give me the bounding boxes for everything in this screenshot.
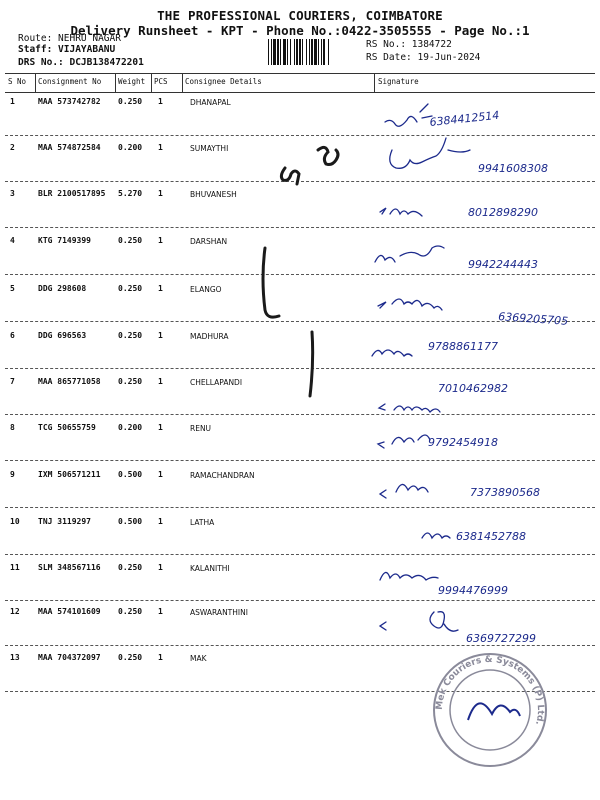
row-weight: 0.200 (118, 423, 143, 432)
sig10-phone: 6381452788 (456, 530, 526, 543)
barcode-bar (299, 39, 301, 65)
signature-3 (380, 208, 422, 216)
row-weight: 0.250 (118, 331, 143, 340)
signature-8 (378, 435, 430, 448)
row-pcs: 1 (158, 563, 163, 572)
barcode-bar (321, 39, 322, 65)
barcode-bar (273, 39, 276, 65)
row-weight: 0.250 (118, 377, 143, 386)
signature-7 (379, 404, 440, 412)
barcode (268, 39, 362, 65)
sig1-phone: 6384412514 (428, 108, 500, 129)
row-consignment: TCG 50655759 (38, 423, 96, 432)
row-weight: 0.250 (118, 97, 143, 106)
row-pcs: 1 (158, 284, 163, 293)
row-weight: 0.200 (118, 143, 143, 152)
row-sno: 3 (10, 189, 15, 198)
row-sno: 10 (10, 517, 20, 526)
row-pcs: 1 (158, 377, 163, 386)
row-weight: 0.250 (118, 284, 143, 293)
row-consignment: IXM 506571211 (38, 470, 101, 479)
row-separator (5, 274, 595, 275)
row-consignment: KTG 7149399 (38, 236, 91, 245)
sig2-phone: 9941608308 (478, 162, 548, 175)
drs-number: DRS No.: DCJB138472201 (18, 57, 144, 68)
row-pcs: 1 (158, 236, 163, 245)
row-consignee: SUMAYTHI (190, 144, 229, 153)
row-consignee: ASWARANTHINI (190, 608, 248, 617)
barcode-bar (302, 39, 303, 65)
signature-12 (380, 612, 458, 631)
table-top-border (5, 73, 595, 74)
row-separator (5, 135, 595, 136)
row-consignment: BLR 2100517895 (38, 189, 106, 198)
rs-number: RS No.: 1384722 (366, 39, 452, 50)
row-consignment: MAA 573742782 (38, 97, 101, 106)
barcode-bar (294, 39, 295, 65)
row-pcs: 1 (158, 423, 163, 432)
row-consignee: MAK (190, 654, 207, 663)
pen-mark-b (318, 147, 338, 164)
row-consignee: ELANGO (190, 285, 222, 294)
row-sno: 12 (10, 607, 20, 616)
row-weight: 0.500 (118, 517, 143, 526)
row-weight: 0.250 (118, 607, 143, 616)
barcode-bar (296, 39, 298, 65)
pen-mark-d (310, 332, 313, 396)
barcode-bar (287, 39, 288, 65)
company-stamp (430, 650, 550, 770)
col-signature: Signature (378, 77, 419, 86)
signature-1 (385, 104, 432, 126)
row-consignee: DHANAPAL (190, 98, 231, 107)
row-separator (5, 554, 595, 555)
row-separator (5, 227, 595, 228)
col-divider (35, 74, 36, 92)
row-sno: 9 (10, 470, 15, 479)
sig12-phone: 6369727299 (466, 632, 536, 645)
row-sno: 7 (10, 377, 15, 386)
row-pcs: 1 (158, 97, 163, 106)
row-pcs: 1 (158, 143, 163, 152)
row-consignment: MAA 704372097 (38, 653, 101, 662)
row-weight: 0.250 (118, 653, 143, 662)
col-sno: S No (8, 77, 27, 86)
row-sno: 4 (10, 236, 15, 245)
barcode-bar (283, 39, 286, 65)
col-consignment: Consignment No (38, 77, 102, 86)
col-divider (182, 74, 183, 92)
barcode-bar (280, 39, 281, 65)
row-consignment: DDG 696563 (38, 331, 87, 340)
row-consignment: MAA 574872584 (38, 143, 101, 152)
signature-5 (378, 299, 442, 310)
barcode-bar (314, 39, 317, 65)
row-sno: 13 (10, 653, 20, 662)
barcode-bar (311, 39, 313, 65)
row-pcs: 1 (158, 189, 163, 198)
row-separator (5, 460, 595, 461)
row-sno: 5 (10, 284, 15, 293)
signature-11 (380, 572, 438, 580)
row-separator (5, 181, 595, 182)
col-divider (151, 74, 152, 92)
row-weight: 0.250 (118, 236, 143, 245)
row-sno: 11 (10, 563, 20, 572)
row-consignee: MADHURA (190, 332, 229, 341)
pen-mark-c (263, 248, 279, 317)
sig5-phone: 6369205705 (497, 310, 569, 328)
row-consignment: DDG 298608 (38, 284, 87, 293)
rs-date: RS Date: 19-Jun-2024 (366, 52, 481, 63)
sig4-phone: 9942244443 (468, 258, 538, 271)
row-consignee: BHUVANESH (190, 190, 237, 199)
header-bottom-border (5, 92, 595, 93)
row-pcs: 1 (158, 517, 163, 526)
row-separator (5, 368, 595, 369)
barcode-bar (323, 39, 325, 65)
row-consignee: RAMACHANDRAN (190, 471, 255, 480)
sig9-phone: 7373890568 (470, 486, 540, 499)
row-weight: 0.500 (118, 470, 143, 479)
row-sno: 1 (10, 97, 15, 106)
row-pcs: 1 (158, 470, 163, 479)
row-weight: 0.250 (118, 563, 143, 572)
row-consignment: TNJ 3119297 (38, 517, 91, 526)
stamp-ring-text: Mek Couriers & Systems (P) Ltd. (434, 654, 546, 727)
route-label: Route: NEHRU NAGAR (18, 33, 121, 44)
row-consignment: MAA 574101609 (38, 607, 101, 616)
col-divider (374, 74, 375, 92)
runsheet-subtitle: Delivery Runsheet - KPT - Phone No.:0422-3505555 - Page No.:1 (70, 23, 530, 38)
row-sno: 8 (10, 423, 15, 432)
sig6-phone: 9788861177 (428, 340, 498, 353)
sig11-phone: 9994476999 (438, 584, 508, 597)
barcode-bar (290, 39, 291, 65)
row-sno: 2 (10, 143, 15, 152)
signature-9 (380, 484, 428, 498)
staff-label: Staff: VIJAYABANU (18, 44, 116, 55)
barcode-bar (318, 39, 319, 65)
row-consignee: DARSHAN (190, 237, 228, 246)
row-consignee: LATHA (190, 518, 215, 527)
row-weight: 5.270 (118, 189, 143, 198)
row-pcs: 1 (158, 331, 163, 340)
row-separator (5, 414, 595, 415)
sig3-phone: 8012898290 (468, 206, 538, 219)
col-divider (115, 74, 116, 92)
row-pcs: 1 (158, 607, 163, 616)
row-separator (5, 507, 595, 508)
sig7-phone: 7010462982 (438, 382, 508, 395)
barcode-bar (271, 39, 272, 65)
barcode-bar (328, 39, 329, 65)
signature-10 (422, 533, 450, 538)
col-consignee: Consignee Details (185, 77, 262, 86)
row-pcs: 1 (158, 653, 163, 662)
row-separator (5, 645, 595, 646)
row-consignment: MAA 865771058 (38, 377, 101, 386)
barcode-bar (277, 39, 279, 65)
barcode-bar (306, 39, 307, 65)
svg-text:Mek Couriers & Systems (P) Ltd (435, 655, 545, 726)
signature-6 (372, 350, 412, 356)
col-pcs: PCS (154, 77, 168, 86)
signature-2 (390, 138, 470, 168)
row-consignment: SLM 348567116 (38, 563, 101, 572)
barcode-bar (309, 39, 310, 65)
row-separator (5, 600, 595, 601)
row-consignee: KALANITHI (190, 564, 230, 573)
sig8-phone: 9792454918 (428, 436, 498, 449)
barcode-bar (268, 39, 269, 65)
row-consignee: CHELLAPANDI (190, 378, 243, 387)
col-weight: Weight (118, 77, 146, 86)
company-title: THE PROFESSIONAL COURIERS, COIMBATORE (157, 8, 443, 23)
row-consignee: RENU (190, 424, 212, 433)
row-sno: 6 (10, 331, 15, 340)
row-separator (5, 321, 595, 322)
signature-4 (375, 246, 444, 262)
